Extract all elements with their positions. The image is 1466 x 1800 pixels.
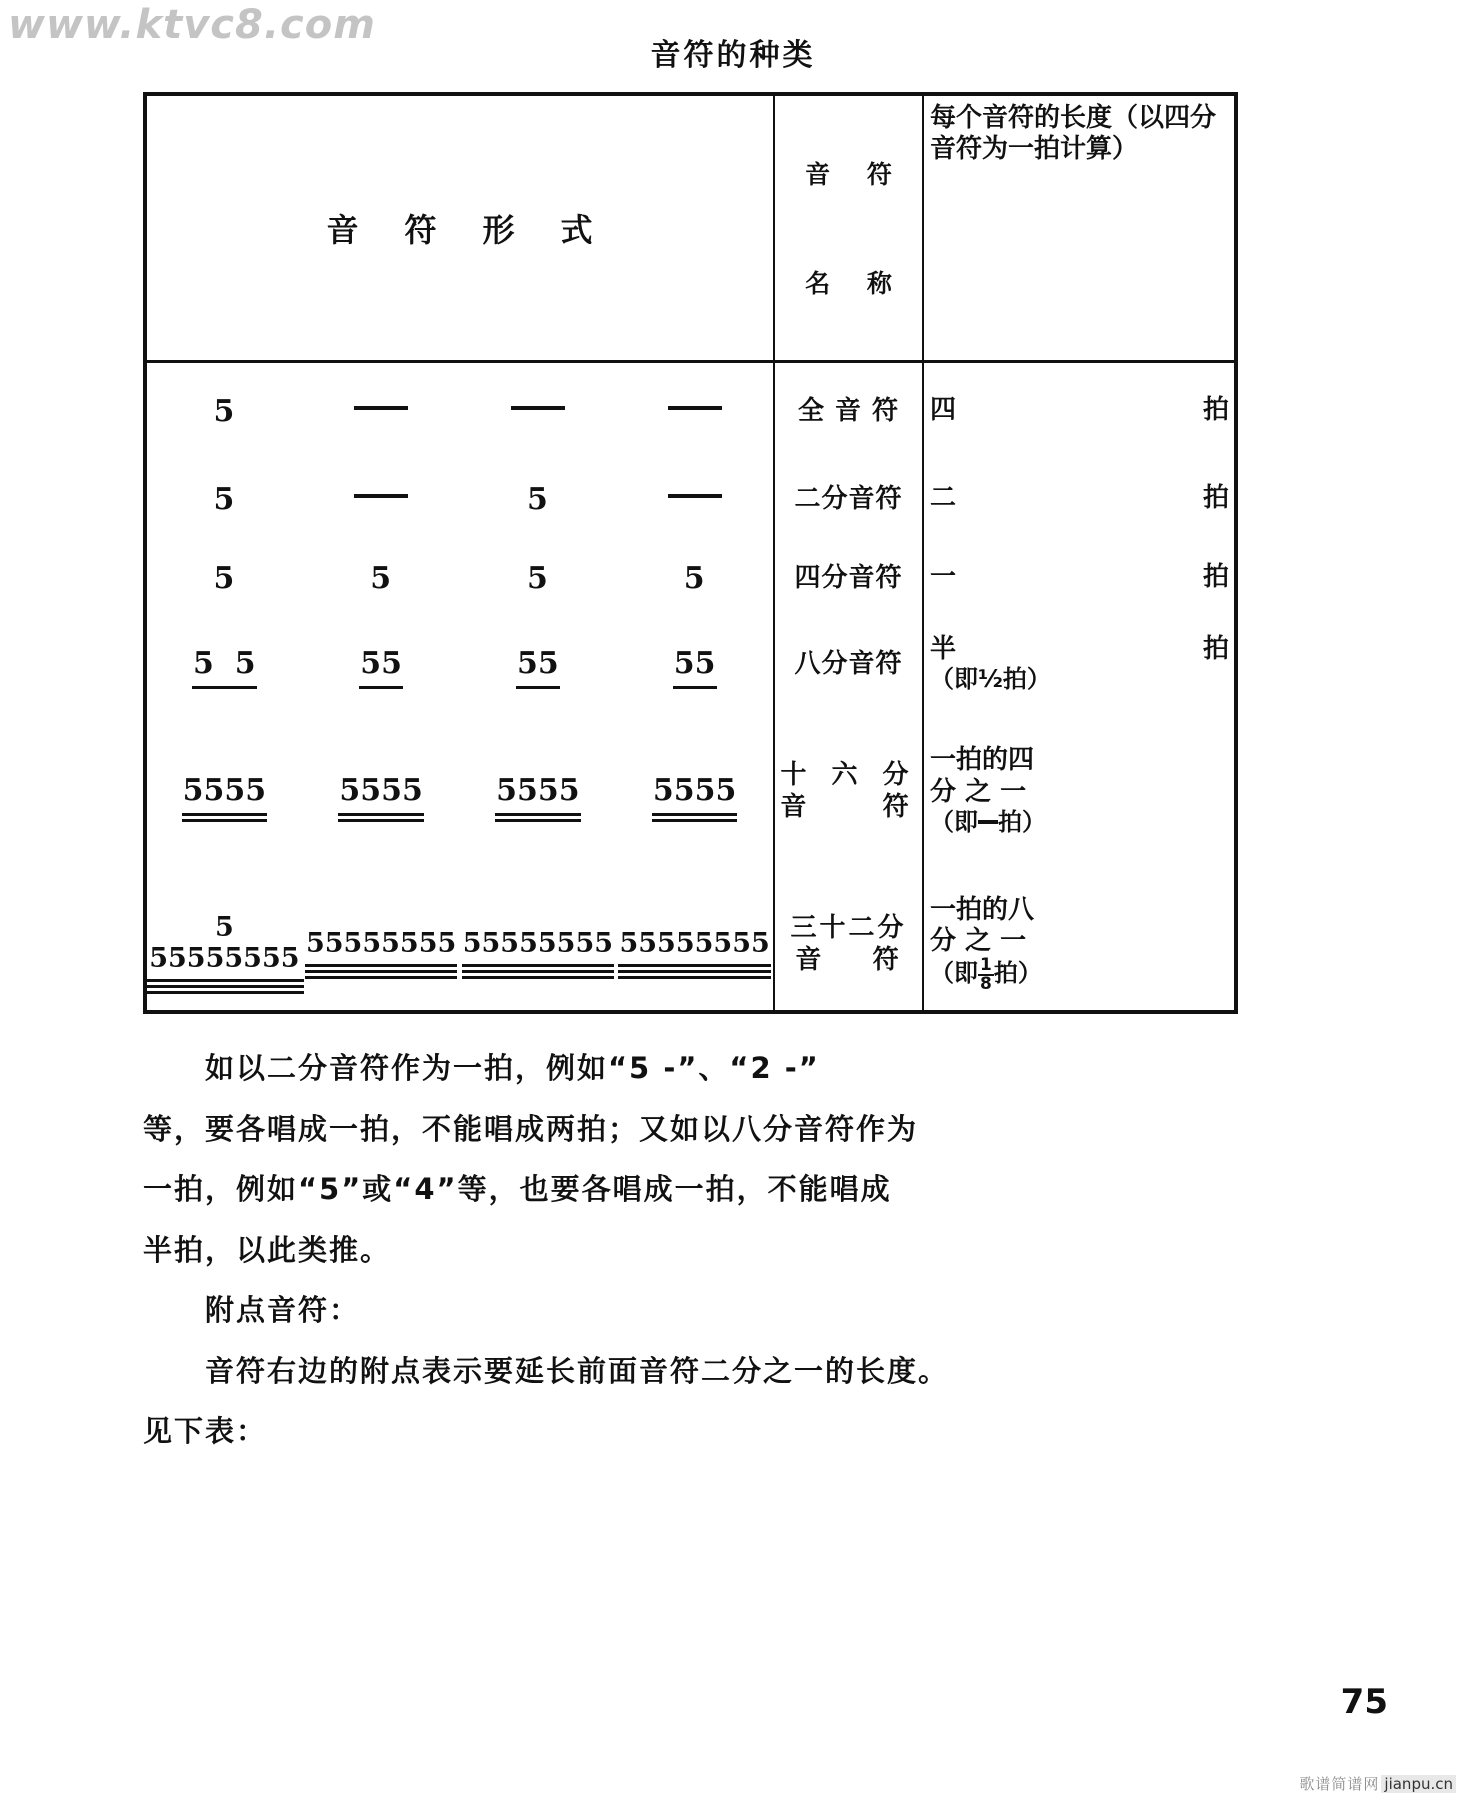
- note-form: 5555: [182, 772, 267, 808]
- note-form: [616, 482, 773, 517]
- row-length-right: 拍: [1202, 634, 1229, 664]
- note-form: 5555: [339, 772, 423, 808]
- note-form: 55555555: [462, 927, 614, 959]
- row-length-cell: [924, 363, 1235, 459]
- note-form: 55555555: [619, 927, 770, 959]
- paragraph-line: 半拍，以此类推。: [143, 1232, 392, 1267]
- paragraph-line: 附点音符：: [205, 1293, 361, 1328]
- table-body: [146, 363, 1235, 1011]
- row-name-cell: 二分音符: [794, 483, 903, 514]
- note-form: 55555555: [305, 927, 457, 959]
- row-forms-cell: [146, 871, 773, 1017]
- row-length-sub: （即½拍）: [930, 665, 1051, 694]
- row-length-sub: （即 $\frac{1}{8}$ 拍）: [930, 955, 1042, 995]
- row-length-right: 分 之 一: [930, 926, 1027, 956]
- row-length-cell: [924, 871, 1235, 1017]
- row-length-left: 二: [930, 483, 957, 514]
- note-form: 5555: [652, 772, 737, 808]
- watermark-bottom-label: 歌谱简谱网: [1299, 1775, 1380, 1793]
- row-length-cell: [924, 539, 1235, 617]
- row-name-cell: 十 六 分 音 符: [780, 759, 917, 822]
- note-form: 5: [213, 481, 236, 517]
- watermark-bottom-url: jianpu.cn: [1381, 1775, 1456, 1793]
- row-length-left: 一: [930, 562, 957, 593]
- table-header-name: [775, 95, 922, 360]
- note-form: 5 55555555: [146, 912, 303, 976]
- note-form: 5555: [496, 772, 580, 808]
- page-title: 音符的种类: [650, 38, 816, 73]
- row-length-left: 一拍的八: [930, 894, 1035, 925]
- row-length-left: 半: [930, 634, 957, 664]
- row-length-sub: （即 拍）: [930, 807, 1046, 836]
- note-form: 5 5: [193, 645, 256, 681]
- row-length-right: 拍: [1202, 395, 1229, 426]
- note-form: 5: [526, 560, 549, 596]
- note-form: [303, 394, 460, 429]
- row-forms-cell: [146, 539, 773, 617]
- paragraph-line: 音符右边的附点表示要延长前面音符二分之一的长度。: [205, 1353, 950, 1388]
- page-number: 75: [1340, 1682, 1388, 1722]
- note-form: 5: [526, 481, 549, 517]
- table-row: [146, 459, 1235, 539]
- row-length-cell: [924, 711, 1235, 871]
- body-text: [143, 1040, 1303, 1464]
- table-row: [146, 711, 1235, 871]
- paragraph-line: 一拍，例如“5”或“4”等，也要各唱成一拍，不能唱成: [143, 1172, 892, 1207]
- paragraph-line: 如以二分音符作为一拍，例如“5 -”、“2 -”: [205, 1051, 820, 1085]
- row-name-cell: 四分音符: [794, 562, 903, 593]
- row-name-cell: 全 音 符: [797, 395, 900, 426]
- table-header-name-line2: 名 称: [805, 268, 906, 298]
- note-form: 5: [213, 560, 236, 596]
- table-header-length: 每个音符的长度（以四分音符为一拍计算）: [930, 103, 1217, 164]
- row-forms-cell: [146, 363, 773, 459]
- paragraph-line: 等，要各唱成一拍，不能唱成两拍；又如以八分音符作为: [143, 1111, 919, 1146]
- table-header-forms-label: 音符形式: [326, 210, 639, 249]
- note-form: [616, 394, 773, 429]
- note-form: 55: [517, 645, 559, 681]
- watermark-bottom: [1299, 1773, 1456, 1794]
- table-header-forms: [146, 95, 773, 360]
- row-forms-cell: [146, 711, 773, 871]
- note-form: [460, 394, 617, 429]
- note-form: 5: [213, 393, 236, 429]
- note-form: 55: [673, 645, 716, 681]
- row-length-right: 拍: [1202, 562, 1229, 593]
- row-length-right: 拍: [1202, 483, 1229, 514]
- row-length-right: 分 之 一: [930, 776, 1027, 807]
- watermark-top: www.ktvc8.com: [8, 2, 376, 48]
- row-length-left: 一拍的四: [930, 745, 1035, 776]
- note-form: 55: [360, 645, 402, 681]
- row-name-cell: 八分音符: [794, 648, 903, 679]
- row-length-left: 四: [930, 395, 957, 426]
- table-header-name-line1: 音 符: [805, 160, 906, 190]
- table-row: [146, 539, 1235, 617]
- row-length-cell: [924, 617, 1235, 711]
- table-row: [146, 363, 1235, 459]
- note-form: 5: [370, 560, 393, 596]
- paragraph-line: 见下表：: [143, 1414, 268, 1449]
- row-name-cell: 三十二分 音 符: [790, 912, 907, 975]
- table-row: [146, 617, 1235, 711]
- row-forms-cell: [146, 617, 773, 711]
- table-row: [146, 871, 1235, 1017]
- note-form: 5: [683, 560, 706, 596]
- row-forms-cell: [146, 459, 773, 539]
- note-form: [303, 482, 460, 517]
- note-types-table: [143, 92, 1238, 1014]
- row-length-cell: [924, 459, 1235, 539]
